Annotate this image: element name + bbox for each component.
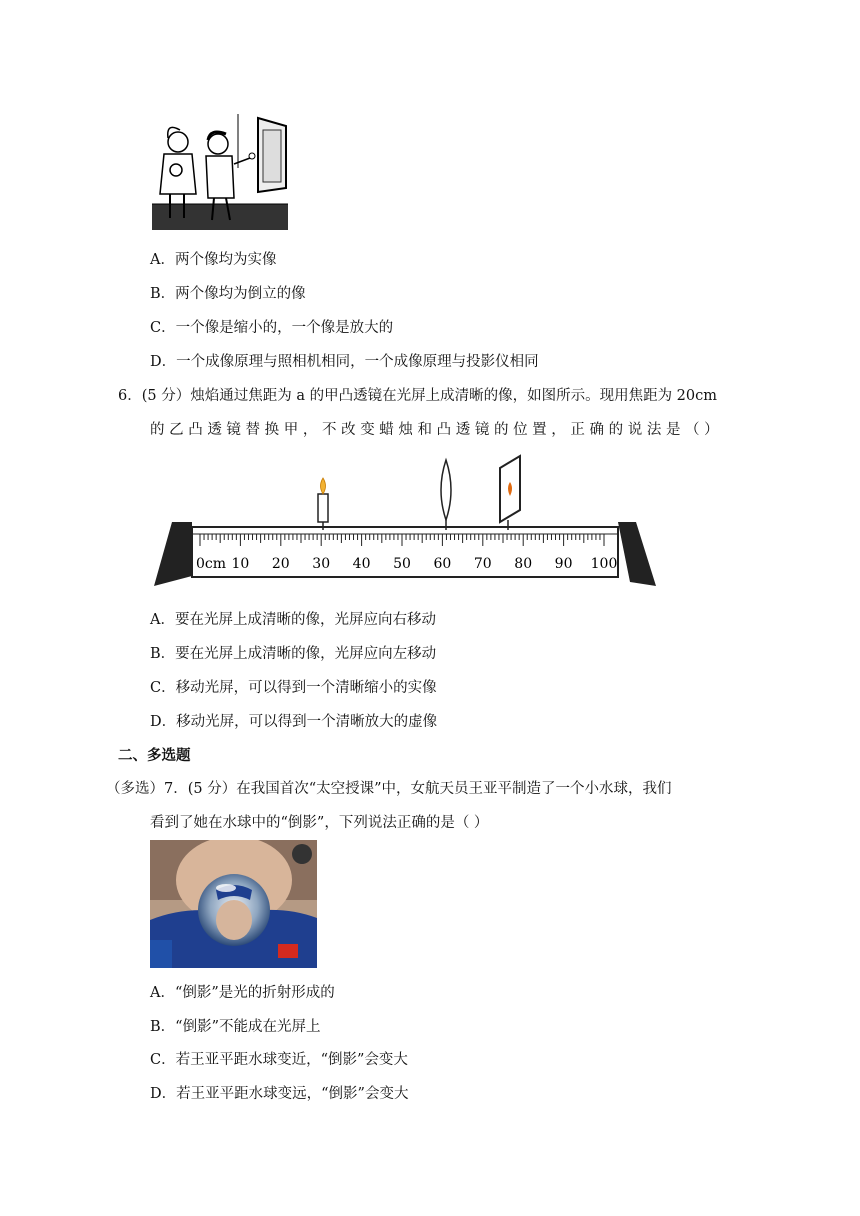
- ruler-label: 40: [352, 556, 371, 572]
- q6-option-a: A．要在光屏上成清晰的像，光屏应向右移动: [150, 612, 436, 628]
- ruler-label: 80: [514, 556, 533, 572]
- ruler-label: 60: [433, 556, 452, 572]
- q6-option-b: B．要在光屏上成清晰的像，光屏应向左移动: [150, 646, 437, 662]
- ruler-label: 90: [554, 556, 573, 572]
- q5-option-c: C．一个像是缩小的，一个像是放大的: [150, 320, 394, 336]
- q6-stem-line1: 6．(5 分）烛焰通过焦距为 a 的甲凸透镜在光屏上成清晰的像，如图所示。现用焦距为 20cm: [118, 388, 718, 404]
- q7-stem-line1: （多选）7．(5 分）在我国首次“太空授课”中，女航天员王亚平制造了一个小水球，我们: [106, 781, 672, 797]
- q7-option-a: A．“倒影”是光的折射形成的: [150, 985, 335, 1001]
- q5-option-a: A．两个像均为实像: [150, 252, 277, 268]
- q7-option-c: C．若王亚平距水球变近，“倒影”会变大: [150, 1052, 408, 1068]
- q5-illustration: [150, 108, 290, 232]
- ruler-label: 0cm: [196, 556, 227, 572]
- q7-stem-line2: 看到了她在水球中的“倒影”，下列说法正确的是（ ）: [150, 815, 489, 831]
- q5-option-d: D．一个成像原理与照相机相同，一个成像原理与投影仪相同: [150, 354, 539, 370]
- ruler-label: 20: [271, 556, 290, 572]
- ruler-label: 70: [473, 556, 492, 572]
- q6-option-c: C．移动光屏，可以得到一个清晰缩小的实像: [150, 680, 437, 696]
- q5-option-b: B．两个像均为倒立的像: [150, 286, 306, 302]
- light-screen: [500, 456, 520, 530]
- bench-left-support: [154, 522, 192, 586]
- water-ball-photo: [150, 840, 317, 968]
- ruler-label: 50: [393, 556, 411, 572]
- q6-stem-line2: 的 乙 凸 透 镜 替 换 甲 ， 不 改 变 蜡 烛 和 凸 透 镜 的 位 置 ， 正 确 的 说 法 是 （ ）: [150, 422, 719, 438]
- ruler-label: 30: [312, 556, 331, 572]
- q7-option-b: B．“倒影”不能成在光屏上: [150, 1019, 321, 1035]
- bench-right-support: [618, 522, 656, 586]
- candle: [318, 478, 328, 530]
- optical-bench-diagram: [150, 450, 660, 590]
- ruler-label: 100: [590, 556, 618, 572]
- q6-option-d: D．移动光屏，可以得到一个清晰放大的虚像: [150, 714, 438, 730]
- ruler-label: 10: [231, 556, 250, 572]
- convex-lens: [441, 460, 451, 530]
- q7-option-d: D．若王亚平距水球变远，“倒影”会变大: [150, 1086, 409, 1102]
- section-title: 二、多选题: [118, 748, 191, 764]
